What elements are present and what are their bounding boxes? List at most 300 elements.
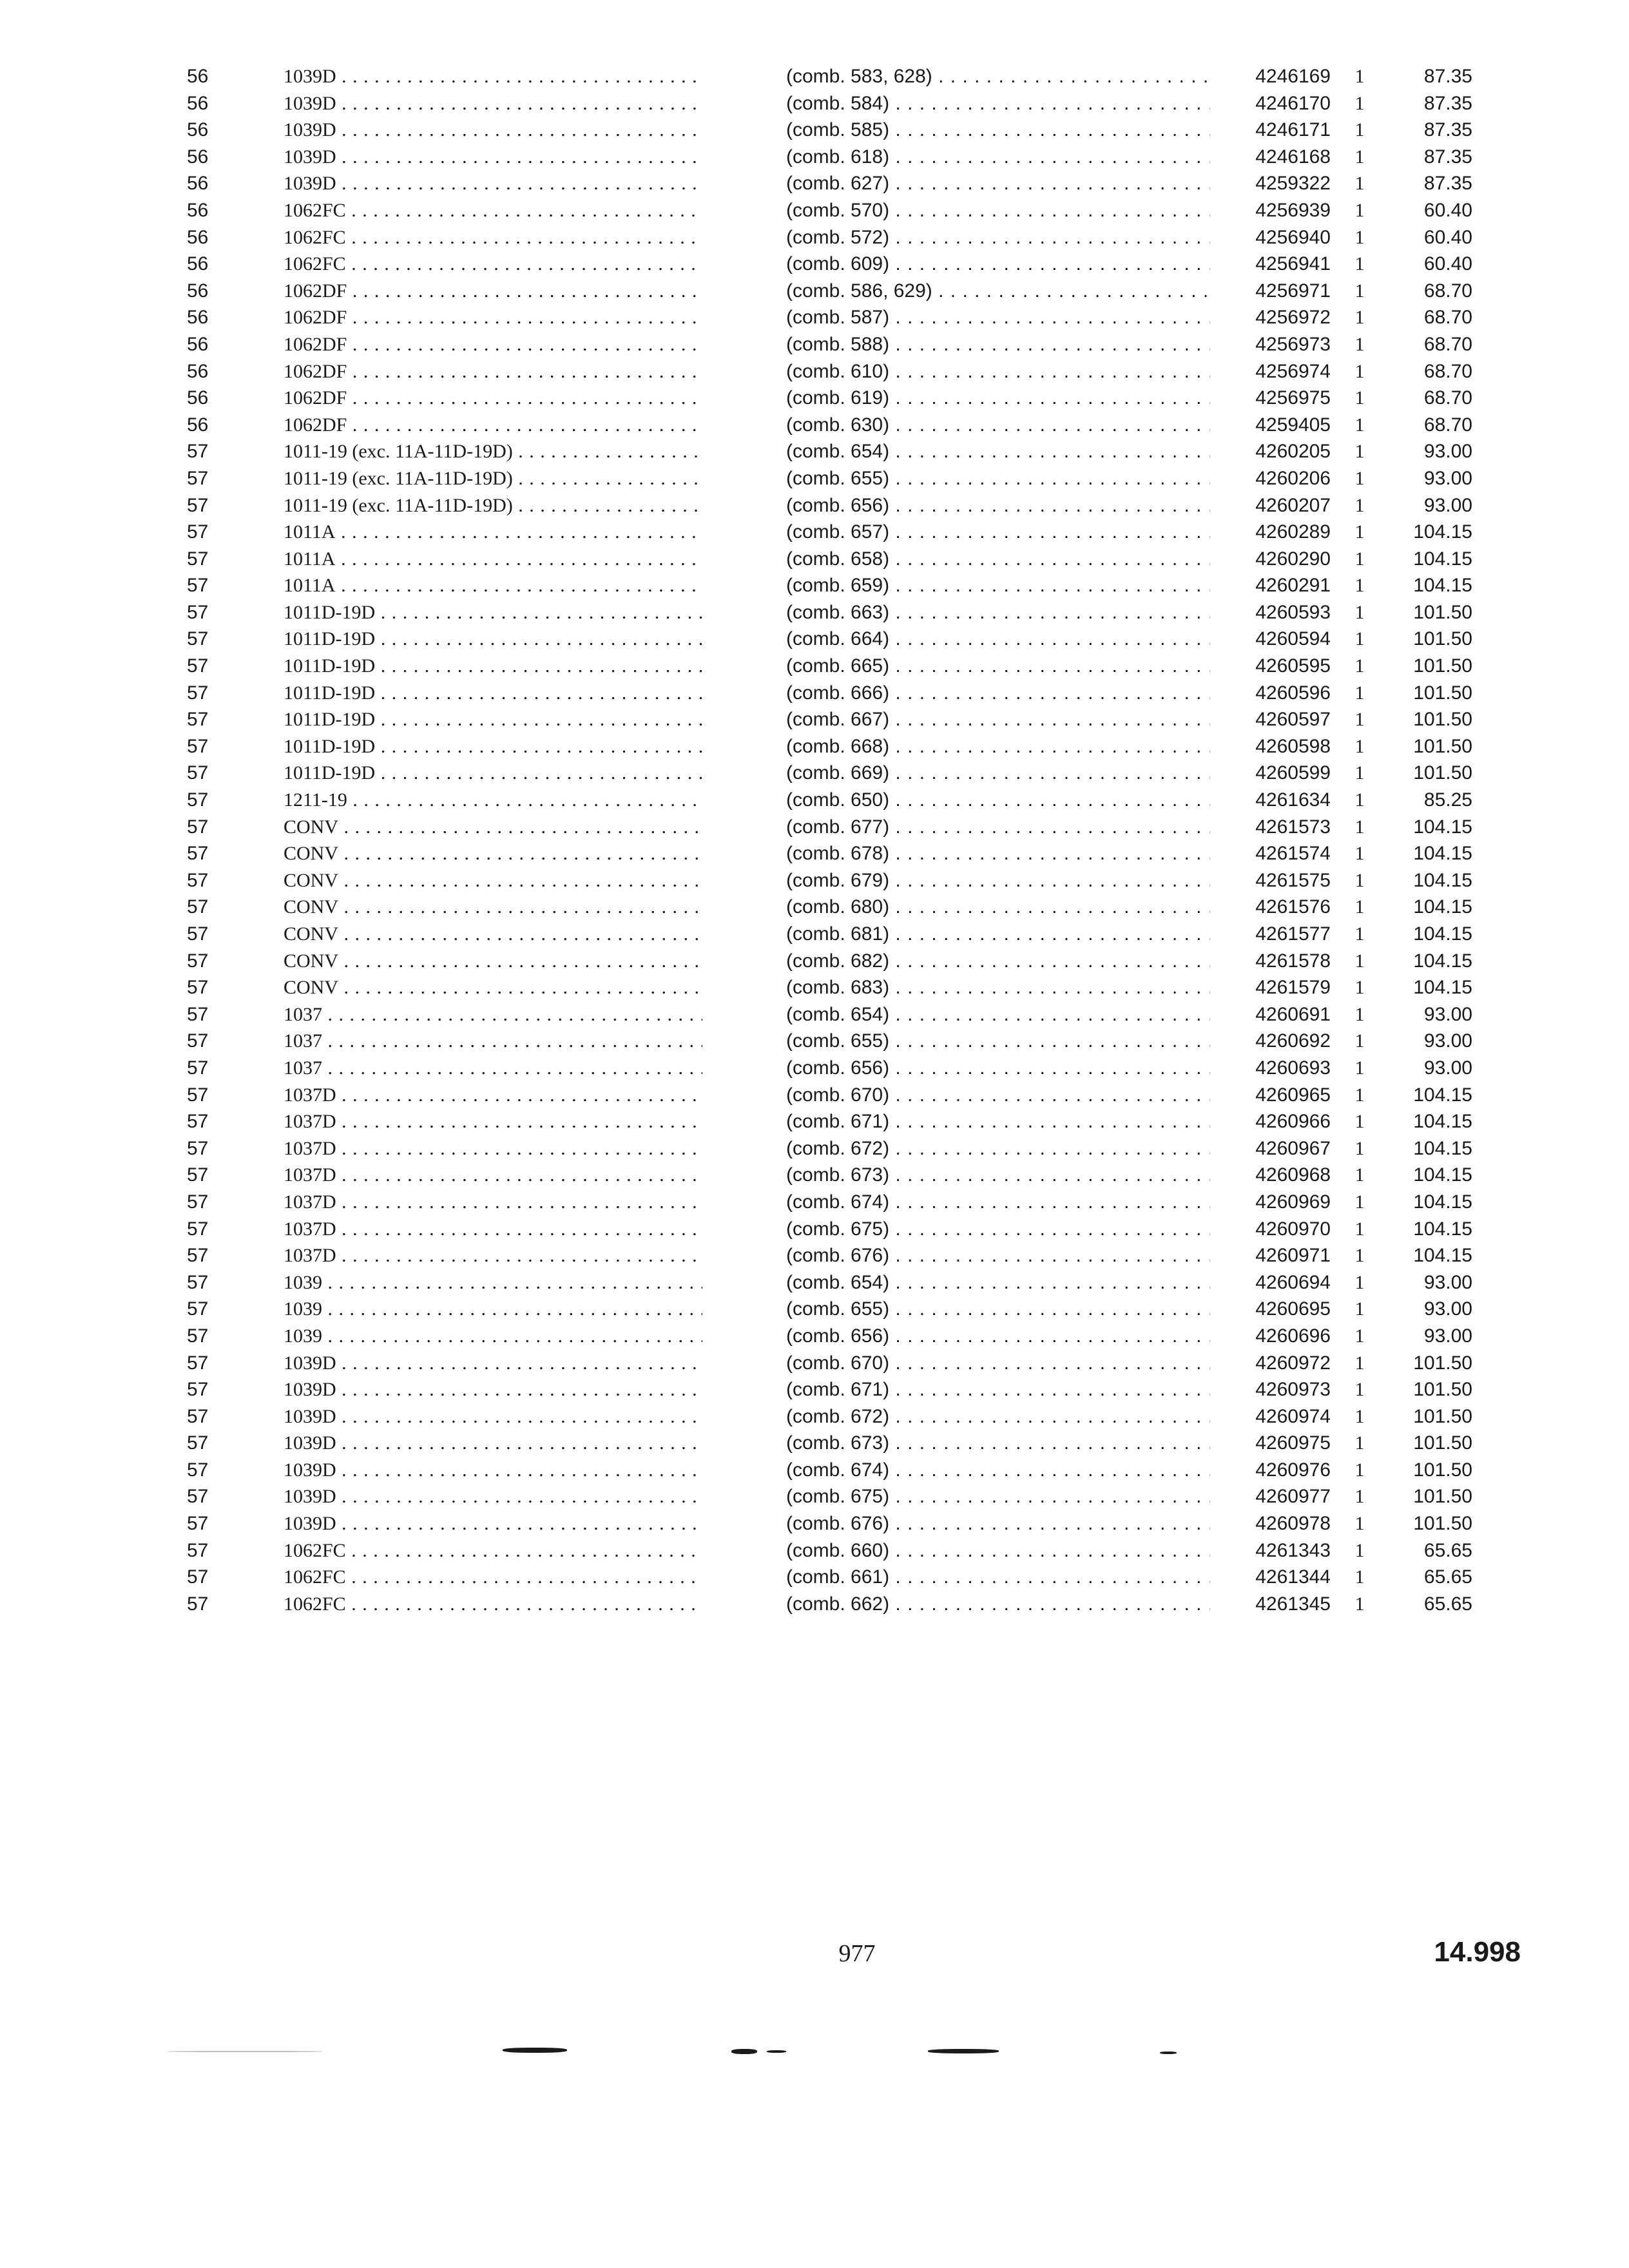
quantity-cell: 1 — [1354, 682, 1365, 704]
quantity-cell: 1 — [1354, 1513, 1365, 1535]
model-cell: 1037D . . . — [284, 1162, 702, 1189]
price-cell: 68.70 — [1423, 360, 1472, 382]
table-row — [187, 412, 1476, 439]
scan-artifact — [1160, 2052, 1177, 2054]
part-number-cell: 4261344 — [1255, 1566, 1331, 1588]
catalog-page-cell: 57 — [187, 548, 209, 570]
price-cell: 68.70 — [1423, 280, 1472, 302]
price-cell: 104.15 — [1413, 950, 1472, 972]
quantity-cell: 1 — [1354, 521, 1365, 543]
part-number-cell: 4260972 — [1255, 1352, 1331, 1374]
model-cell: 1037D . . . — [284, 1108, 702, 1135]
model-cell: 1062FC . . . — [284, 197, 702, 224]
combination-cell: (comb. 673) . . . — [786, 1430, 1210, 1457]
table-row — [187, 787, 1476, 814]
catalog-page-cell: 56 — [187, 414, 209, 436]
quantity-cell: 1 — [1354, 1405, 1365, 1427]
model-cell: 1062FC . . . — [284, 224, 702, 251]
model-cell: 1037D . . . — [284, 1189, 702, 1216]
quantity-cell: 1 — [1354, 628, 1365, 650]
table-row — [187, 1055, 1476, 1082]
catalog-page-cell: 57 — [187, 1271, 209, 1293]
model-cell: 1011A . . . — [284, 572, 702, 599]
part-number-cell: 4260205 — [1255, 441, 1331, 463]
catalog-page-cell: 57 — [187, 441, 209, 463]
model-cell: 1011D-19D . . . — [284, 760, 702, 787]
part-number-cell: 4260973 — [1255, 1379, 1331, 1401]
quantity-cell: 1 — [1354, 869, 1365, 891]
combination-cell: (comb. 570) . . . — [786, 197, 1210, 224]
catalog-page-cell: 57 — [187, 896, 209, 918]
quantity-cell: 1 — [1354, 762, 1365, 784]
part-number-cell: 4261576 — [1255, 896, 1331, 918]
catalog-page-cell: 57 — [187, 709, 209, 731]
combination-cell: (comb. 654) . . . — [786, 438, 1210, 465]
table-row — [187, 197, 1476, 224]
table-row — [187, 1323, 1476, 1350]
model-cell: 1039D . . . — [284, 144, 702, 171]
catalog-page-cell: 56 — [187, 173, 209, 195]
model-cell: 1037 . . . — [284, 1055, 702, 1082]
model-cell: 1062FC . . . — [284, 1591, 702, 1618]
part-number-cell: 4260593 — [1255, 601, 1331, 623]
model-cell: 1011-19 (exc. 11A-11D-19D) . . . — [284, 438, 702, 465]
catalog-page-cell: 57 — [187, 1379, 209, 1401]
quantity-cell: 1 — [1354, 1486, 1365, 1508]
price-cell: 101.50 — [1413, 628, 1472, 650]
combination-cell: (comb. 665) . . . — [786, 653, 1210, 680]
combination-cell: (comb. 660) . . . — [786, 1537, 1210, 1564]
part-number-cell: 4259405 — [1255, 414, 1331, 436]
combination-cell: (comb. 610) . . . — [786, 358, 1210, 385]
catalog-page-cell: 57 — [187, 521, 209, 543]
quantity-cell: 1 — [1354, 575, 1365, 597]
price-cell: 101.50 — [1413, 1352, 1472, 1374]
combination-cell: (comb. 670) . . . — [786, 1350, 1210, 1377]
catalog-page-cell: 56 — [187, 199, 209, 221]
part-number-cell: 4260971 — [1255, 1245, 1331, 1267]
quantity-cell: 1 — [1354, 1352, 1365, 1374]
table-row — [187, 1135, 1476, 1162]
catalog-page-cell: 56 — [187, 387, 209, 409]
quantity-cell: 1 — [1354, 1111, 1365, 1133]
scan-artifact — [928, 2049, 999, 2053]
model-cell: CONV . . . — [284, 867, 702, 894]
combination-cell: (comb. 676) . . . — [786, 1510, 1210, 1537]
price-cell: 87.35 — [1423, 119, 1472, 141]
quantity-cell: 1 — [1354, 816, 1365, 838]
table-row — [187, 706, 1476, 733]
catalog-page-cell: 56 — [187, 307, 209, 329]
catalog-page-cell: 57 — [187, 1298, 209, 1320]
table-row — [187, 1108, 1476, 1135]
combination-cell: (comb. 674) . . . — [786, 1457, 1210, 1484]
table-row — [187, 1001, 1476, 1028]
catalog-page-cell: 57 — [187, 923, 209, 945]
scan-artifact — [767, 2050, 786, 2053]
price-cell: 93.00 — [1423, 467, 1472, 489]
combination-cell: (comb. 655) . . . — [786, 465, 1210, 492]
model-cell: 1037D . . . — [284, 1135, 702, 1162]
price-cell: 60.40 — [1423, 199, 1472, 221]
price-cell: 68.70 — [1423, 414, 1472, 436]
price-cell: 85.25 — [1423, 789, 1472, 811]
price-cell: 87.35 — [1423, 66, 1472, 87]
price-cell: 101.50 — [1413, 735, 1472, 757]
catalog-page-cell: 56 — [187, 226, 209, 248]
price-cell: 101.50 — [1413, 762, 1472, 784]
quantity-cell: 1 — [1354, 923, 1365, 945]
catalog-page-cell: 57 — [187, 1137, 209, 1159]
part-number-cell: 4261578 — [1255, 950, 1331, 972]
part-number-cell: 4260207 — [1255, 494, 1331, 516]
quantity-cell: 1 — [1354, 1084, 1365, 1106]
catalog-page-cell: 57 — [187, 575, 209, 597]
price-cell: 93.00 — [1423, 1325, 1472, 1347]
part-number-cell: 4261634 — [1255, 789, 1331, 811]
table-row — [187, 1189, 1476, 1216]
model-cell: 1062FC . . . — [284, 251, 702, 278]
part-number-cell: 4261575 — [1255, 869, 1331, 891]
combination-cell: (comb. 670) . . . — [786, 1082, 1210, 1109]
table-row — [187, 867, 1476, 894]
table-row — [187, 599, 1476, 626]
model-cell: 1039 . . . — [284, 1323, 702, 1350]
catalog-page-cell: 57 — [187, 762, 209, 784]
quantity-cell: 1 — [1354, 1539, 1365, 1561]
model-cell: 1011D-19D . . . — [284, 653, 702, 680]
part-number-cell: 4246171 — [1255, 119, 1331, 141]
quantity-cell: 1 — [1354, 735, 1365, 757]
combination-cell: (comb. 675) . . . — [786, 1216, 1210, 1243]
quantity-cell: 1 — [1354, 1030, 1365, 1052]
price-cell: 65.65 — [1423, 1539, 1472, 1561]
quantity-cell: 1 — [1354, 977, 1365, 999]
part-number-cell: 4256972 — [1255, 307, 1331, 329]
table-row — [187, 948, 1476, 975]
table-row — [187, 1510, 1476, 1537]
quantity-cell: 1 — [1354, 789, 1365, 811]
price-cell: 104.15 — [1413, 977, 1472, 999]
model-cell: CONV . . . — [284, 894, 702, 921]
part-number-cell: 4256941 — [1255, 253, 1331, 275]
quantity-cell: 1 — [1354, 280, 1365, 302]
combination-cell: (comb. 677) . . . — [786, 814, 1210, 841]
model-cell: 1011D-19D . . . — [284, 733, 702, 760]
table-row — [187, 1376, 1476, 1403]
catalog-page-cell: 57 — [187, 628, 209, 650]
part-number-cell: 4256940 — [1255, 226, 1331, 248]
table-row — [187, 1430, 1476, 1457]
table-row — [187, 1216, 1476, 1243]
catalog-page-cell: 57 — [187, 1325, 209, 1347]
combination-cell: (comb. 673) . . . — [786, 1162, 1210, 1189]
model-cell: 1011D-19D . . . — [284, 626, 702, 653]
part-number-cell: 4260289 — [1255, 521, 1331, 543]
model-cell: 1211-19 . . . — [284, 787, 702, 814]
combination-cell: (comb. 679) . . . — [786, 867, 1210, 894]
part-number-cell: 4260970 — [1255, 1218, 1331, 1240]
quantity-cell: 1 — [1354, 494, 1365, 516]
catalog-page-cell: 57 — [187, 789, 209, 811]
table-row — [187, 1082, 1476, 1109]
model-cell: 1062DF . . . — [284, 278, 702, 305]
model-cell: 1011-19 (exc. 11A-11D-19D) . . . — [284, 492, 702, 519]
model-cell: 1039D . . . — [284, 1403, 702, 1430]
part-number-cell: 4261343 — [1255, 1539, 1331, 1561]
catalog-page-cell: 57 — [187, 1352, 209, 1374]
quantity-cell: 1 — [1354, 601, 1365, 623]
model-cell: 1037 . . . — [284, 1001, 702, 1028]
table-row — [187, 170, 1476, 197]
model-cell: 1011D-19D . . . — [284, 680, 702, 707]
catalog-page-cell: 57 — [187, 977, 209, 999]
table-row — [187, 1269, 1476, 1296]
quantity-cell: 1 — [1354, 1218, 1365, 1240]
combination-cell: (comb. 588) . . . — [786, 331, 1210, 358]
quantity-cell: 1 — [1354, 146, 1365, 168]
combination-cell: (comb. 663) . . . — [786, 599, 1210, 626]
price-cell: 104.15 — [1413, 816, 1472, 838]
combination-cell: (comb. 668) . . . — [786, 733, 1210, 760]
quantity-cell: 1 — [1354, 307, 1365, 329]
table-row — [187, 840, 1476, 867]
catalog-page-cell: 57 — [187, 467, 209, 489]
price-cell: 101.50 — [1413, 709, 1472, 731]
combination-cell: (comb. 584) . . . — [786, 90, 1210, 117]
model-cell: CONV . . . — [284, 948, 702, 975]
combination-cell: (comb. 671) . . . — [786, 1376, 1210, 1403]
model-cell: 1039D . . . — [284, 1510, 702, 1537]
price-cell: 101.50 — [1413, 655, 1472, 677]
combination-cell: (comb. 654) . . . — [786, 1269, 1210, 1296]
catalog-page-cell: 57 — [187, 1084, 209, 1106]
combination-cell: (comb. 661) . . . — [786, 1564, 1210, 1591]
part-number-cell: 4260967 — [1255, 1137, 1331, 1159]
price-cell: 104.15 — [1413, 896, 1472, 918]
quantity-cell: 1 — [1354, 896, 1365, 918]
catalog-page-cell: 57 — [187, 735, 209, 757]
part-number-cell: 4260691 — [1255, 1003, 1331, 1025]
model-cell: 1062DF . . . — [284, 385, 702, 412]
catalog-page-cell: 57 — [187, 1057, 209, 1079]
price-cell: 101.50 — [1413, 1486, 1472, 1508]
table-row — [187, 680, 1476, 707]
combination-cell: (comb. 664) . . . — [786, 626, 1210, 653]
price-cell: 104.15 — [1413, 843, 1472, 865]
table-row — [187, 1564, 1476, 1591]
part-number-cell: 4260291 — [1255, 575, 1331, 597]
combination-cell: (comb. 656) . . . — [786, 1055, 1210, 1082]
table-row — [187, 224, 1476, 251]
model-cell: 1039D . . . — [284, 170, 702, 197]
catalog-page-cell: 56 — [187, 146, 209, 168]
combination-cell: (comb. 682) . . . — [786, 948, 1210, 975]
price-cell: 101.50 — [1413, 1432, 1472, 1454]
price-cell: 68.70 — [1423, 333, 1472, 355]
quantity-cell: 1 — [1354, 441, 1365, 463]
part-number-cell: 4260597 — [1255, 709, 1331, 731]
quantity-cell: 1 — [1354, 1137, 1365, 1159]
part-number-cell: 4261577 — [1255, 923, 1331, 945]
model-cell: 1039D . . . — [284, 1430, 702, 1457]
part-number-cell: 4261579 — [1255, 977, 1331, 999]
combination-cell: (comb. 657) . . . — [786, 519, 1210, 546]
model-cell: CONV . . . — [284, 814, 702, 841]
catalog-page-cell: 57 — [187, 1432, 209, 1454]
part-number-cell: 4260969 — [1255, 1191, 1331, 1213]
part-number-cell: 4256973 — [1255, 333, 1331, 355]
part-number-cell: 4261345 — [1255, 1593, 1331, 1615]
model-cell: 1039D . . . — [284, 1483, 702, 1510]
combination-cell: (comb. 675) . . . — [786, 1483, 1210, 1510]
part-number-cell: 4260976 — [1255, 1459, 1331, 1481]
combination-cell: (comb. 666) . . . — [786, 680, 1210, 707]
quantity-cell: 1 — [1354, 467, 1365, 489]
model-cell: CONV . . . — [284, 921, 702, 948]
quantity-cell: 1 — [1354, 1593, 1365, 1615]
catalog-page-cell: 56 — [187, 119, 209, 141]
combination-cell: (comb. 650) . . . — [786, 787, 1210, 814]
quantity-cell: 1 — [1354, 226, 1365, 248]
table-row — [187, 814, 1476, 841]
price-cell: 65.65 — [1423, 1566, 1472, 1588]
table-row — [187, 144, 1476, 171]
combination-cell: (comb. 654) . . . — [786, 1001, 1210, 1028]
quantity-cell: 1 — [1354, 950, 1365, 972]
model-cell: 1039D . . . — [284, 90, 702, 117]
table-row — [187, 519, 1476, 546]
combination-cell: (comb. 658) . . . — [786, 546, 1210, 573]
table-row — [187, 304, 1476, 331]
quantity-cell: 1 — [1354, 1379, 1365, 1401]
table-row — [187, 1591, 1476, 1618]
combination-cell: (comb. 627) . . . — [786, 170, 1210, 197]
part-number-cell: 4260694 — [1255, 1271, 1331, 1293]
part-number-cell: 4260594 — [1255, 628, 1331, 650]
table-row — [187, 653, 1476, 680]
section-number: 14.998 — [1434, 1936, 1521, 1968]
catalog-page-cell: 56 — [187, 280, 209, 302]
price-cell: 60.40 — [1423, 226, 1472, 248]
part-number-cell: 4261574 — [1255, 843, 1331, 865]
quantity-cell: 1 — [1354, 1245, 1365, 1267]
model-cell: 1039D . . . — [284, 63, 702, 90]
price-cell: 87.35 — [1423, 146, 1472, 168]
price-cell: 93.00 — [1423, 1271, 1472, 1293]
part-number-cell: 4260692 — [1255, 1030, 1331, 1052]
price-cell: 93.00 — [1423, 1003, 1472, 1025]
table-row — [187, 1537, 1476, 1564]
table-row — [187, 1162, 1476, 1189]
model-cell: CONV . . . — [284, 974, 702, 1001]
scan-artifact — [503, 2048, 567, 2053]
part-number-cell: 4246168 — [1255, 146, 1331, 168]
combination-cell: (comb. 667) . . . — [786, 706, 1210, 733]
model-cell: 1011-19 (exc. 11A-11D-19D) . . . — [284, 465, 702, 492]
combination-cell: (comb. 583, 628) . . . — [786, 63, 1210, 90]
table-row — [187, 1403, 1476, 1430]
model-cell: 1039 . . . — [284, 1269, 702, 1296]
price-cell: 101.50 — [1413, 682, 1472, 704]
price-cell: 104.15 — [1413, 1164, 1472, 1186]
catalog-page-cell: 57 — [187, 1191, 209, 1213]
quantity-cell: 1 — [1354, 119, 1365, 141]
quantity-cell: 1 — [1354, 843, 1365, 865]
combination-cell: (comb. 572) . . . — [786, 224, 1210, 251]
part-number-cell: 4260695 — [1255, 1298, 1331, 1320]
quantity-cell: 1 — [1354, 1566, 1365, 1588]
model-cell: 1039D . . . — [284, 1350, 702, 1377]
combination-cell: (comb. 676) . . . — [786, 1242, 1210, 1269]
price-cell: 68.70 — [1423, 387, 1472, 409]
model-cell: 1062DF . . . — [284, 412, 702, 439]
combination-cell: (comb. 656) . . . — [786, 1323, 1210, 1350]
table-row — [187, 331, 1476, 358]
price-cell: 101.50 — [1413, 1513, 1472, 1535]
catalog-page-cell: 57 — [187, 1111, 209, 1133]
part-number-cell: 4260595 — [1255, 655, 1331, 677]
table-row — [187, 1296, 1476, 1323]
table-row — [187, 974, 1476, 1001]
model-cell: 1037 . . . — [284, 1028, 702, 1055]
table-row — [187, 492, 1476, 519]
catalog-page-cell: 57 — [187, 1486, 209, 1508]
model-cell: 1062FC . . . — [284, 1564, 702, 1591]
price-cell: 104.15 — [1413, 1218, 1472, 1240]
combination-cell: (comb. 609) . . . — [786, 251, 1210, 278]
price-cell: 104.15 — [1413, 1191, 1472, 1213]
table-row — [187, 921, 1476, 948]
table-row — [187, 358, 1476, 385]
price-cell: 104.15 — [1413, 575, 1472, 597]
combination-cell: (comb. 587) . . . — [786, 304, 1210, 331]
part-number-cell: 4246170 — [1255, 92, 1331, 114]
model-cell: 1062DF . . . — [284, 331, 702, 358]
combination-cell: (comb. 630) . . . — [786, 412, 1210, 439]
part-number-cell: 4256975 — [1255, 387, 1331, 409]
quantity-cell: 1 — [1354, 333, 1365, 355]
combination-cell: (comb. 655) . . . — [786, 1296, 1210, 1323]
quantity-cell: 1 — [1354, 92, 1365, 114]
model-cell: 1039D . . . — [284, 117, 702, 144]
model-cell: CONV . . . — [284, 840, 702, 867]
catalog-page-cell: 57 — [187, 1405, 209, 1427]
part-number-cell: 4259322 — [1255, 173, 1331, 195]
table-row — [187, 626, 1476, 653]
quantity-cell: 1 — [1354, 1191, 1365, 1213]
price-cell: 104.15 — [1413, 521, 1472, 543]
price-cell: 68.70 — [1423, 307, 1472, 329]
combination-cell: (comb. 585) . . . — [786, 117, 1210, 144]
price-cell: 93.00 — [1423, 494, 1472, 516]
table-row — [187, 1350, 1476, 1377]
model-cell: 1039D . . . — [284, 1457, 702, 1484]
combination-cell: (comb. 671) . . . — [786, 1108, 1210, 1135]
catalog-page-cell: 57 — [187, 1245, 209, 1267]
combination-cell: (comb. 672) . . . — [786, 1403, 1210, 1430]
table-row — [187, 465, 1476, 492]
part-number-cell: 4260290 — [1255, 548, 1331, 570]
price-cell: 104.15 — [1413, 1084, 1472, 1106]
model-cell: 1039 . . . — [284, 1296, 702, 1323]
table-row — [187, 1242, 1476, 1269]
table-row — [187, 894, 1476, 921]
catalog-page-cell: 57 — [187, 655, 209, 677]
price-cell: 101.50 — [1413, 601, 1472, 623]
price-cell: 104.15 — [1413, 923, 1472, 945]
table-row — [187, 760, 1476, 787]
